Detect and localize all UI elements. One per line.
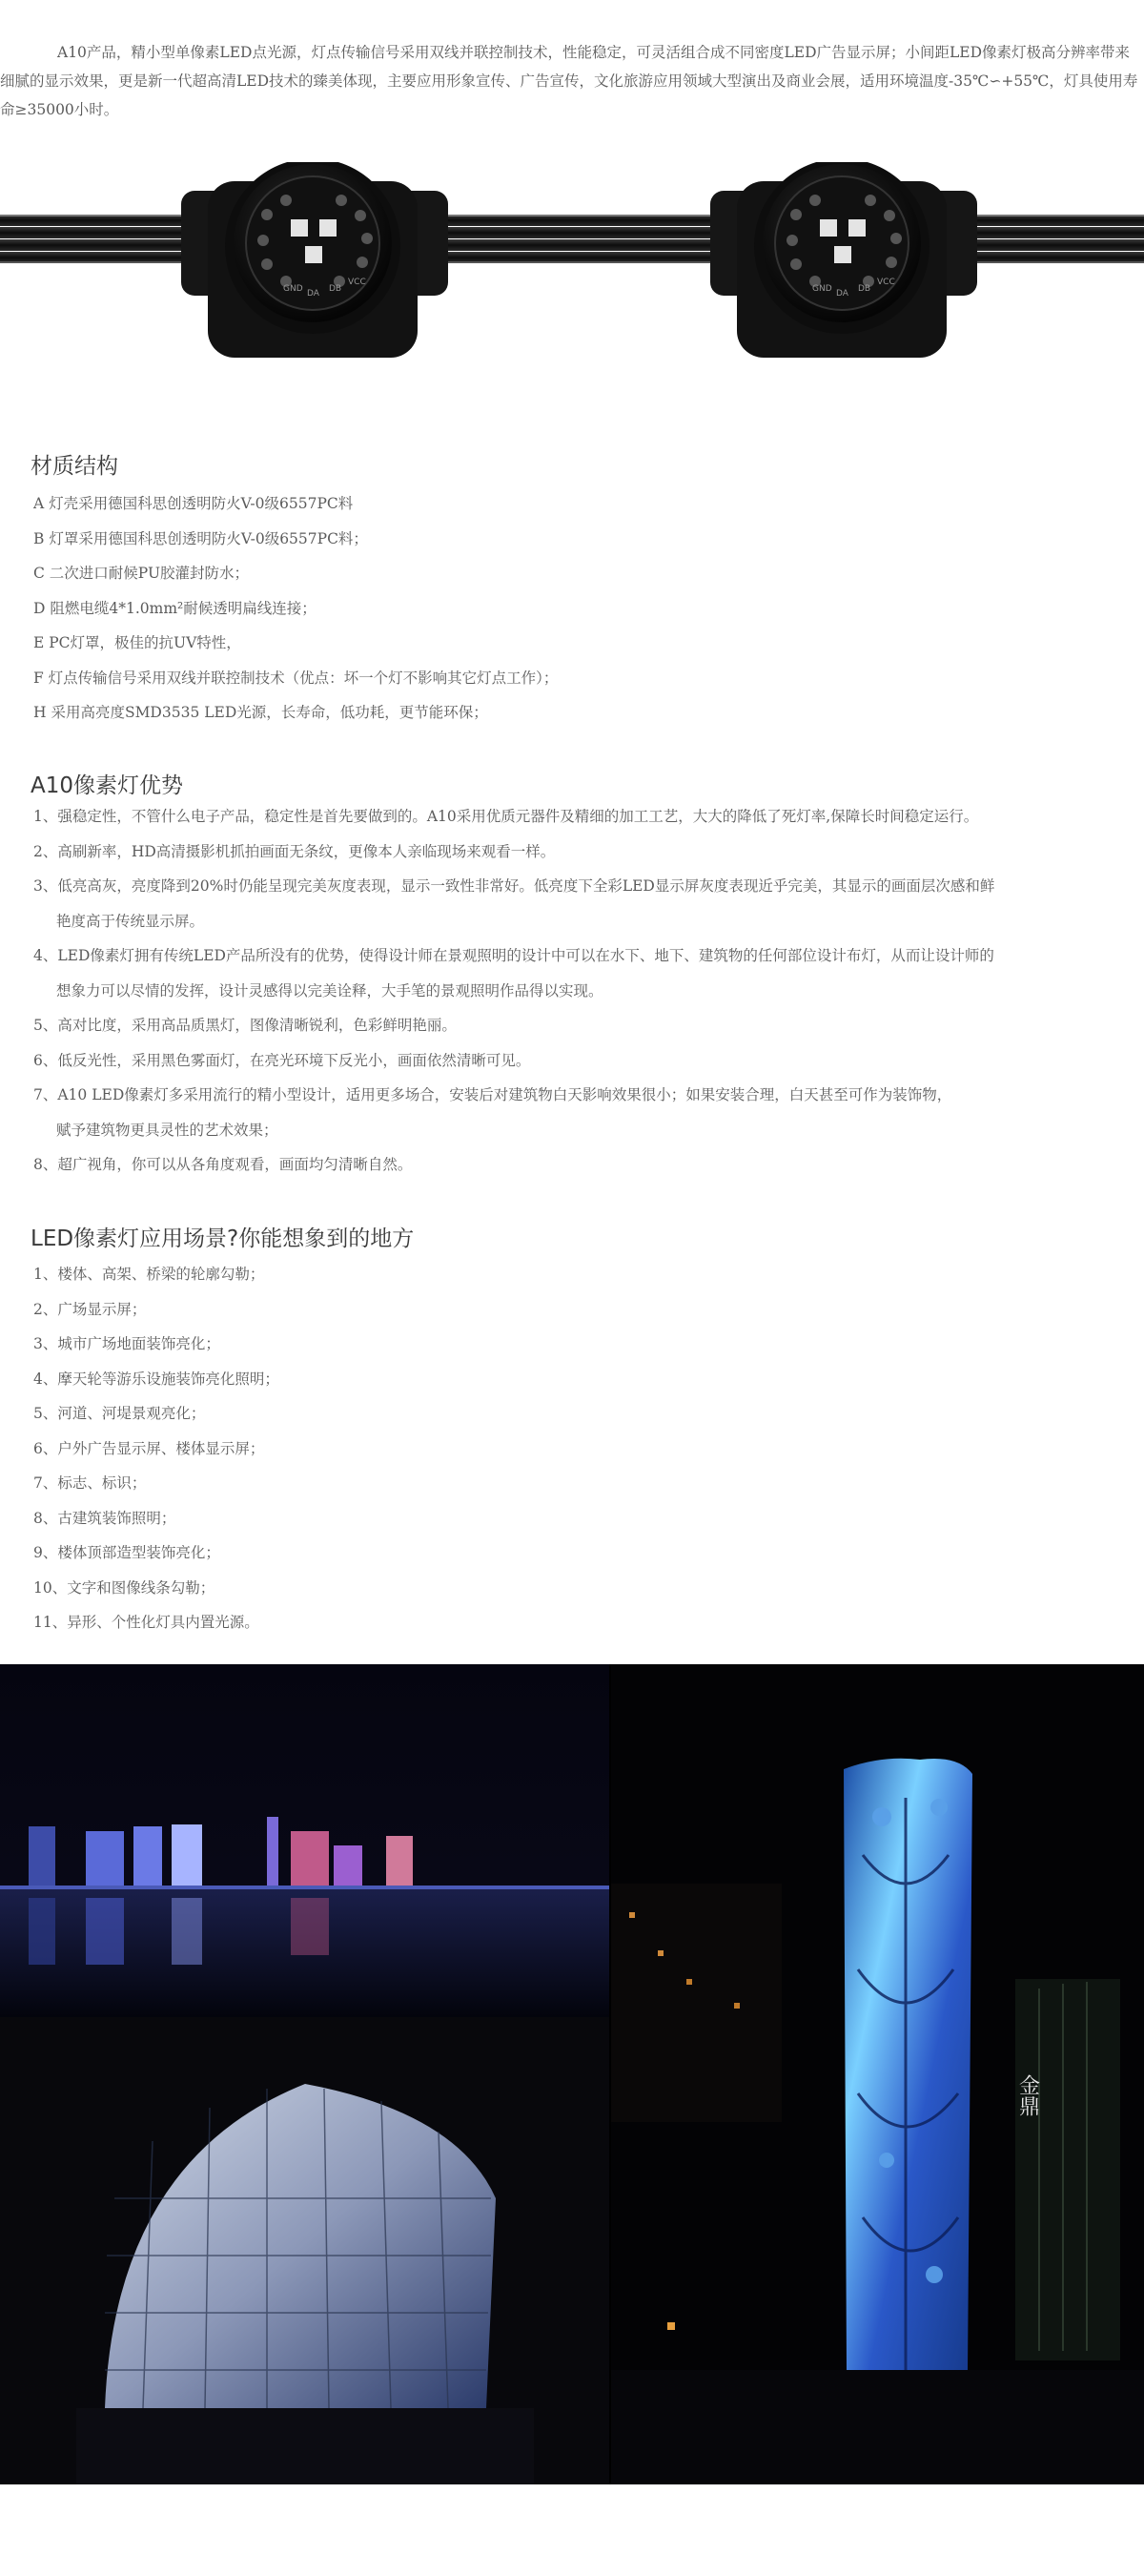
list-item-continued: 赋予建筑物更具灵性的艺术效果； xyxy=(56,1121,278,1139)
led-pixel-light-2 xyxy=(710,162,977,358)
led-label-text: DA xyxy=(307,289,319,299)
list-item: 7、标志、标识； xyxy=(33,1474,147,1492)
led-label-text: DA xyxy=(836,289,848,299)
city-skyline-photo xyxy=(0,1664,610,2017)
led-label-text: GND xyxy=(812,284,832,294)
list-item: 4、摩天轮等游乐设施装饰亮化照明； xyxy=(33,1370,279,1388)
list-item: 8、超广视角，你可以从各角度观看，画面均匀清晰自然。 xyxy=(33,1156,413,1173)
list-item: 2、高刷新率，HD高清摄影机抓拍画面无条纹，更像本人亲临现场来观看一样。 xyxy=(33,842,556,860)
list-item: 3、低亮高灰，亮度降到20%时仍能呈现完美灰度表现，显示一致性非常好。低亮度下全彩LED显示屏灰度表现近乎完美，其显示的画面层次感和鲜 xyxy=(33,877,995,895)
product-image xyxy=(0,162,1144,381)
tower-sign-text: 金鼎 xyxy=(1015,2074,1040,2116)
list-item: 6、户外广告显示屏、楼体显示屏； xyxy=(33,1439,265,1457)
list-item: 7、A10 LED像素灯多采用流行的精小型设计，适用更多场合，安装后对建筑物白天影响效果很小；如果安装合理，白天甚至可作为装饰物， xyxy=(33,1086,952,1103)
led-tower-photo xyxy=(610,1664,1144,2484)
materials-list xyxy=(33,486,558,731)
led-label-text: GND xyxy=(283,284,303,294)
application-photo xyxy=(0,1664,1144,2484)
list-item: B 灯罩采用德国科思创透明防火V-0级6557PC料； xyxy=(33,529,368,547)
led-label-text: DB xyxy=(329,284,342,294)
list-item: A 灯壳采用德国科思创透明防火V-0级6557PC料 xyxy=(33,495,354,512)
led-label-text: DB xyxy=(858,284,871,294)
list-item: 10、文字和图像线条勾勒； xyxy=(33,1578,215,1597)
list-item: 8、古建筑装饰照明； xyxy=(33,1509,176,1527)
list-item: 1、楼体、高架、桥梁的轮廓勾勒； xyxy=(33,1266,265,1283)
list-item: H 采用高亮度SMD3535 LED光源，长寿命，低功耗，更节能环保； xyxy=(33,704,488,721)
list-item: 3、城市广场地面装饰亮化； xyxy=(33,1335,220,1352)
led-label-text: VCC xyxy=(877,278,895,287)
advantages-list xyxy=(33,799,1144,1183)
list-item-continued: 艳度高于传统显示屏。 xyxy=(56,912,205,930)
glass-dome-building-photo xyxy=(0,2017,610,2484)
led-label-text: VCC xyxy=(348,278,366,287)
intro-paragraph: A10产品，精小型单像素LED点光源，灯点传输信号采用双线并联控制技术，性能稳定，可灵活组合成不同密度LED广告显示屏；小间距LED像素灯极高分辨率带来细腻的显示效果，更是新一代超高清LED技术的臻美体现，主要应用形象宣传、广告宣传，文化旅游应用领域大型演出及商业会展，适用环境温度-35℃∽+55℃，灯具使用寿命≥35000小时。 xyxy=(0,44,1138,118)
list-item: 11、异形、个性化灯具内置光源。 xyxy=(33,1614,259,1631)
scenes-title: LED像素灯应用场景?你能想象到的地方 xyxy=(31,1226,415,1251)
list-item: 9、楼体顶部造型装饰亮化； xyxy=(33,1544,220,1561)
list-item: E PC灯罩，极佳的抗UV特性， xyxy=(33,634,241,651)
list-item: 5、河道、河堤景观亮化； xyxy=(33,1405,206,1422)
advantages-title: A10像素灯优势 xyxy=(31,773,184,798)
list-item: D 阻燃电缆4*1.0mm²耐候透明扁线连接； xyxy=(33,599,317,617)
list-item: 5、高对比度，采用高品质黑灯，图像清晰锐利，色彩鲜明艳丽。 xyxy=(33,1017,457,1034)
list-item: C 二次进口耐候PU胶灌封防水； xyxy=(33,565,250,582)
list-item: 1、强稳定性，不管什么电子产品，稳定性是首先要做到的。A10采用优质元器件及精细的加工工艺，大大的降低了死灯率,保障长时间稳定运行。 xyxy=(33,808,979,825)
list-item: 2、广场显示屏； xyxy=(33,1300,147,1318)
list-item: 6、低反光性，采用黑色雾面灯，在亮光环境下反光小，画面依然清晰可见。 xyxy=(33,1051,531,1069)
led-pixel-light-1 xyxy=(181,162,448,358)
materials-title: 材质结构 xyxy=(31,454,118,479)
list-item: F 灯点传输信号采用双线并联控制技术（优点：坏一个灯不影响其它灯点工作）； xyxy=(33,669,559,687)
list-item-continued: 想象力可以尽情的发挥，设计灵感得以完美诠释，大手笔的景观照明作品得以实现。 xyxy=(56,981,603,999)
scenes-list xyxy=(33,1257,279,1640)
list-item: 4、LED像素灯拥有传统LED产品所没有的优势，使得设计师在景观照明的设计中可以在水下、地下、建筑物的任何部位设计布灯，从而让设计师的 xyxy=(33,947,994,964)
